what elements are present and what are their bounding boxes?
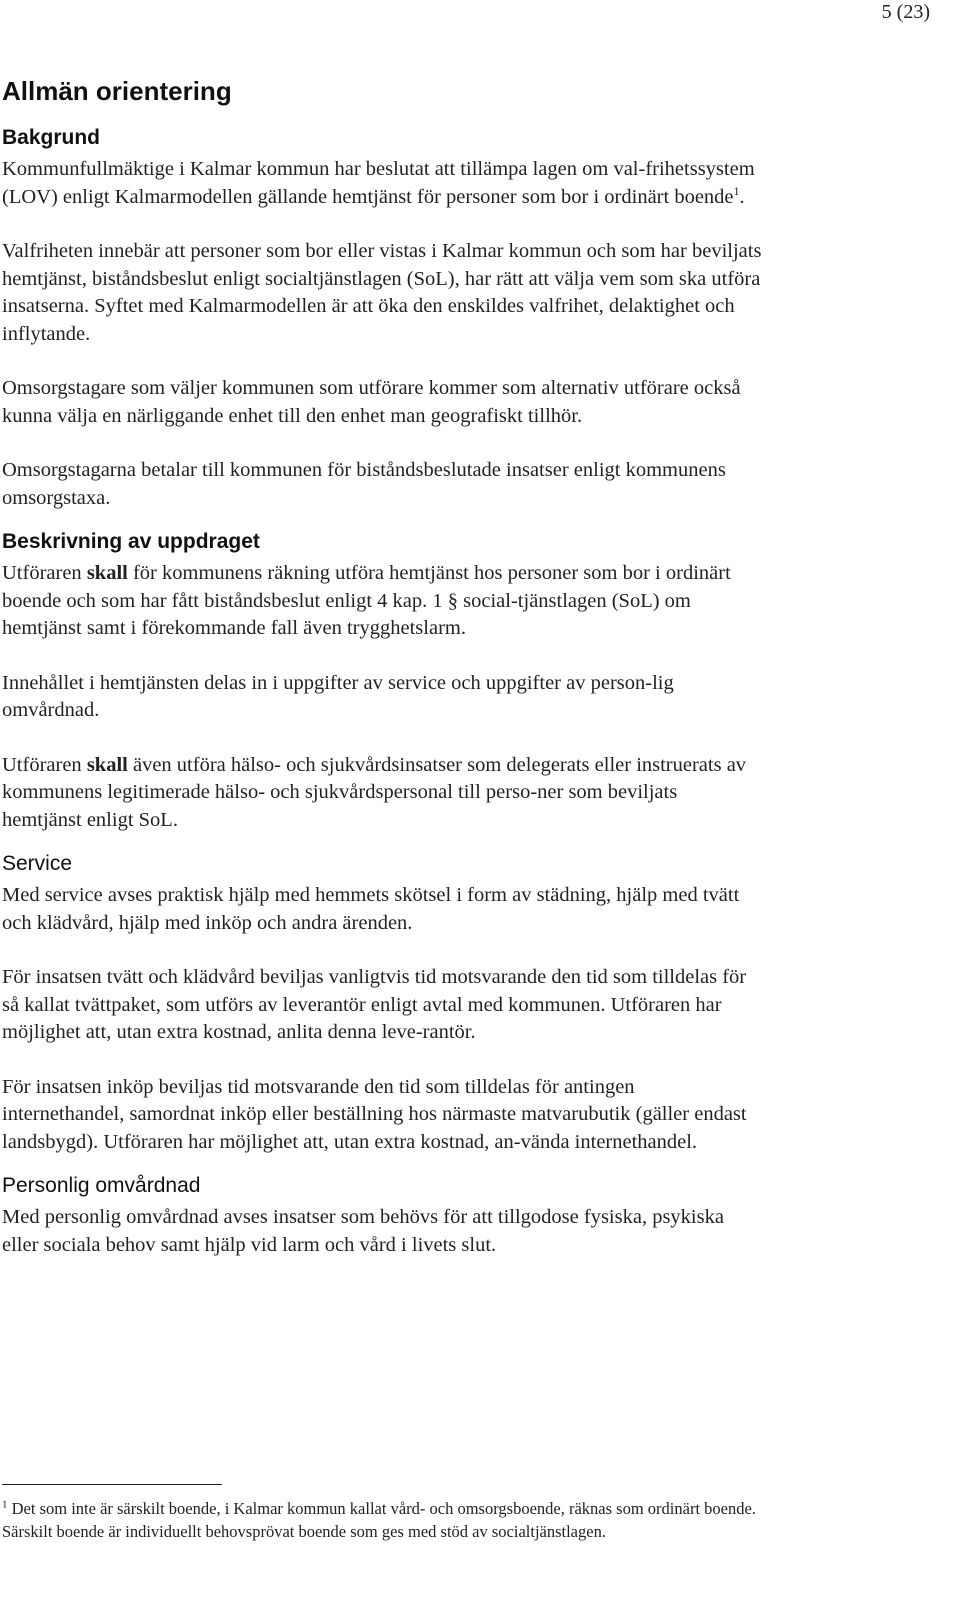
paragraph: Valfriheten innebär att personer som bor eller vistas i Kalmar kommun och som har beviljats hemtjänst, biståndsbeslut enligt socialtjänstlagen (SoL), har rätt att välja vem som ska utföra insatserna. Syftet med Kalmarmodellen är att öka den enskildes valfrihet, delaktighet och inflytande. <box>2 240 762 345</box>
paragraph-text: Kommunfullmäktige i Kalmar kommun har beslutat att tillämpa lagen om val-frihetssystem (LOV) enligt Kalmarmodellen gällande hemtjänst för personer som bor i ordinärt boende <box>2 158 755 208</box>
paragraph-text: för kommunens räkning utföra hemtjänst hos personer som bor i ordinärt boende och som har fått biståndsbeslut enligt 4 kap. 1 § social-tjänstlagen (SoL) om hemtjänst samt i förekommande fall även trygghetslarm. <box>2 562 731 639</box>
footnote-divider <box>2 1484 222 1485</box>
paragraph <box>2 752 762 835</box>
paragraph: För insatsen inköp beviljas tid motsvarande den tid som tilldelas för antingen internethandel, samordnat inköp eller beställning hos närmaste matvarubutik (gäller endast landsbygd). Utföraren har möjlighet att, utan extra kostnad, an-vända internethandel. <box>2 1075 747 1153</box>
paragraph-text: Utföraren <box>2 562 87 584</box>
paragraph-text: även utföra hälso- och sjukvårdsinsatser som delegerats eller instruerats av kommunens legitimerade hälso- och sjukvårdspersonal till perso-ner som beviljats hemtjänst enligt SoL. <box>2 753 747 831</box>
paragraph <box>2 156 762 211</box>
paragraph: Med personlig omvårdnad avses insatser som behövs för att tillgodose fysiska, psykiska eller sociala behov samt hjälp vid larm och vård i livets slut. <box>2 1206 724 1256</box>
paragraph: Innehållet i hemtjänsten delas in i uppgifter av service och uppgifter av person-lig omvårdnad. <box>2 671 674 721</box>
emphasis: skall <box>86 753 128 776</box>
footnote-marker: 1 <box>2 1498 8 1511</box>
paragraph: Med service avses praktisk hjälp med hemmets skötsel i form av städning, hjälp med tvätt och klädvård, hjälp med inköp och andra ärenden. <box>2 884 740 934</box>
page-title: Allmän orientering <box>2 76 232 106</box>
page-number: 5 (23) <box>881 1 930 23</box>
paragraph-text: Utföraren <box>2 753 87 776</box>
section-heading-uppdraget: Beskrivning av uppdraget <box>2 530 260 553</box>
footnote <box>2 1497 762 1543</box>
paragraph: För insatsen tvätt och klädvård beviljas vanligtvis tid motsvarande den tid som tilldelas för så kallat tvättpaket, som utförs av leverantör enligt avtal med kommunen. Utföraren har möjlighet att, utan extra kostnad, anlita denna leve-rantör. <box>2 966 747 1043</box>
paragraph: Omsorgstagarna betalar till kommunen för biståndsbeslutade insatser enligt kommunens omsorgstaxa. <box>2 459 726 509</box>
document-body <box>2 74 762 1286</box>
footnote-reference[interactable]: 1 <box>733 183 740 198</box>
section-heading-omvardnad: Personlig omvårdnad <box>2 1174 201 1197</box>
section-heading-service: Service <box>2 852 73 875</box>
footnote-text: Det som inte är särskilt boende, i Kalmar kommun kallat vård- och omsorgsboende, räknas som ordinärt boende. Särskilt boende är individuellt behovsprövat boende som ges med stöd av socialtjänstlagen. <box>2 1499 756 1541</box>
emphasis: skall <box>86 562 128 584</box>
paragraph <box>2 560 762 643</box>
section-heading-bakgrund: Bakgrund <box>2 126 101 149</box>
paragraph-end: . <box>739 185 745 208</box>
paragraph: Omsorgstagare som väljer kommunen som utförare kommer som alternativ utförare också kunna välja en närliggande enhet till den enhet man geografiskt tillhör. <box>2 377 741 427</box>
